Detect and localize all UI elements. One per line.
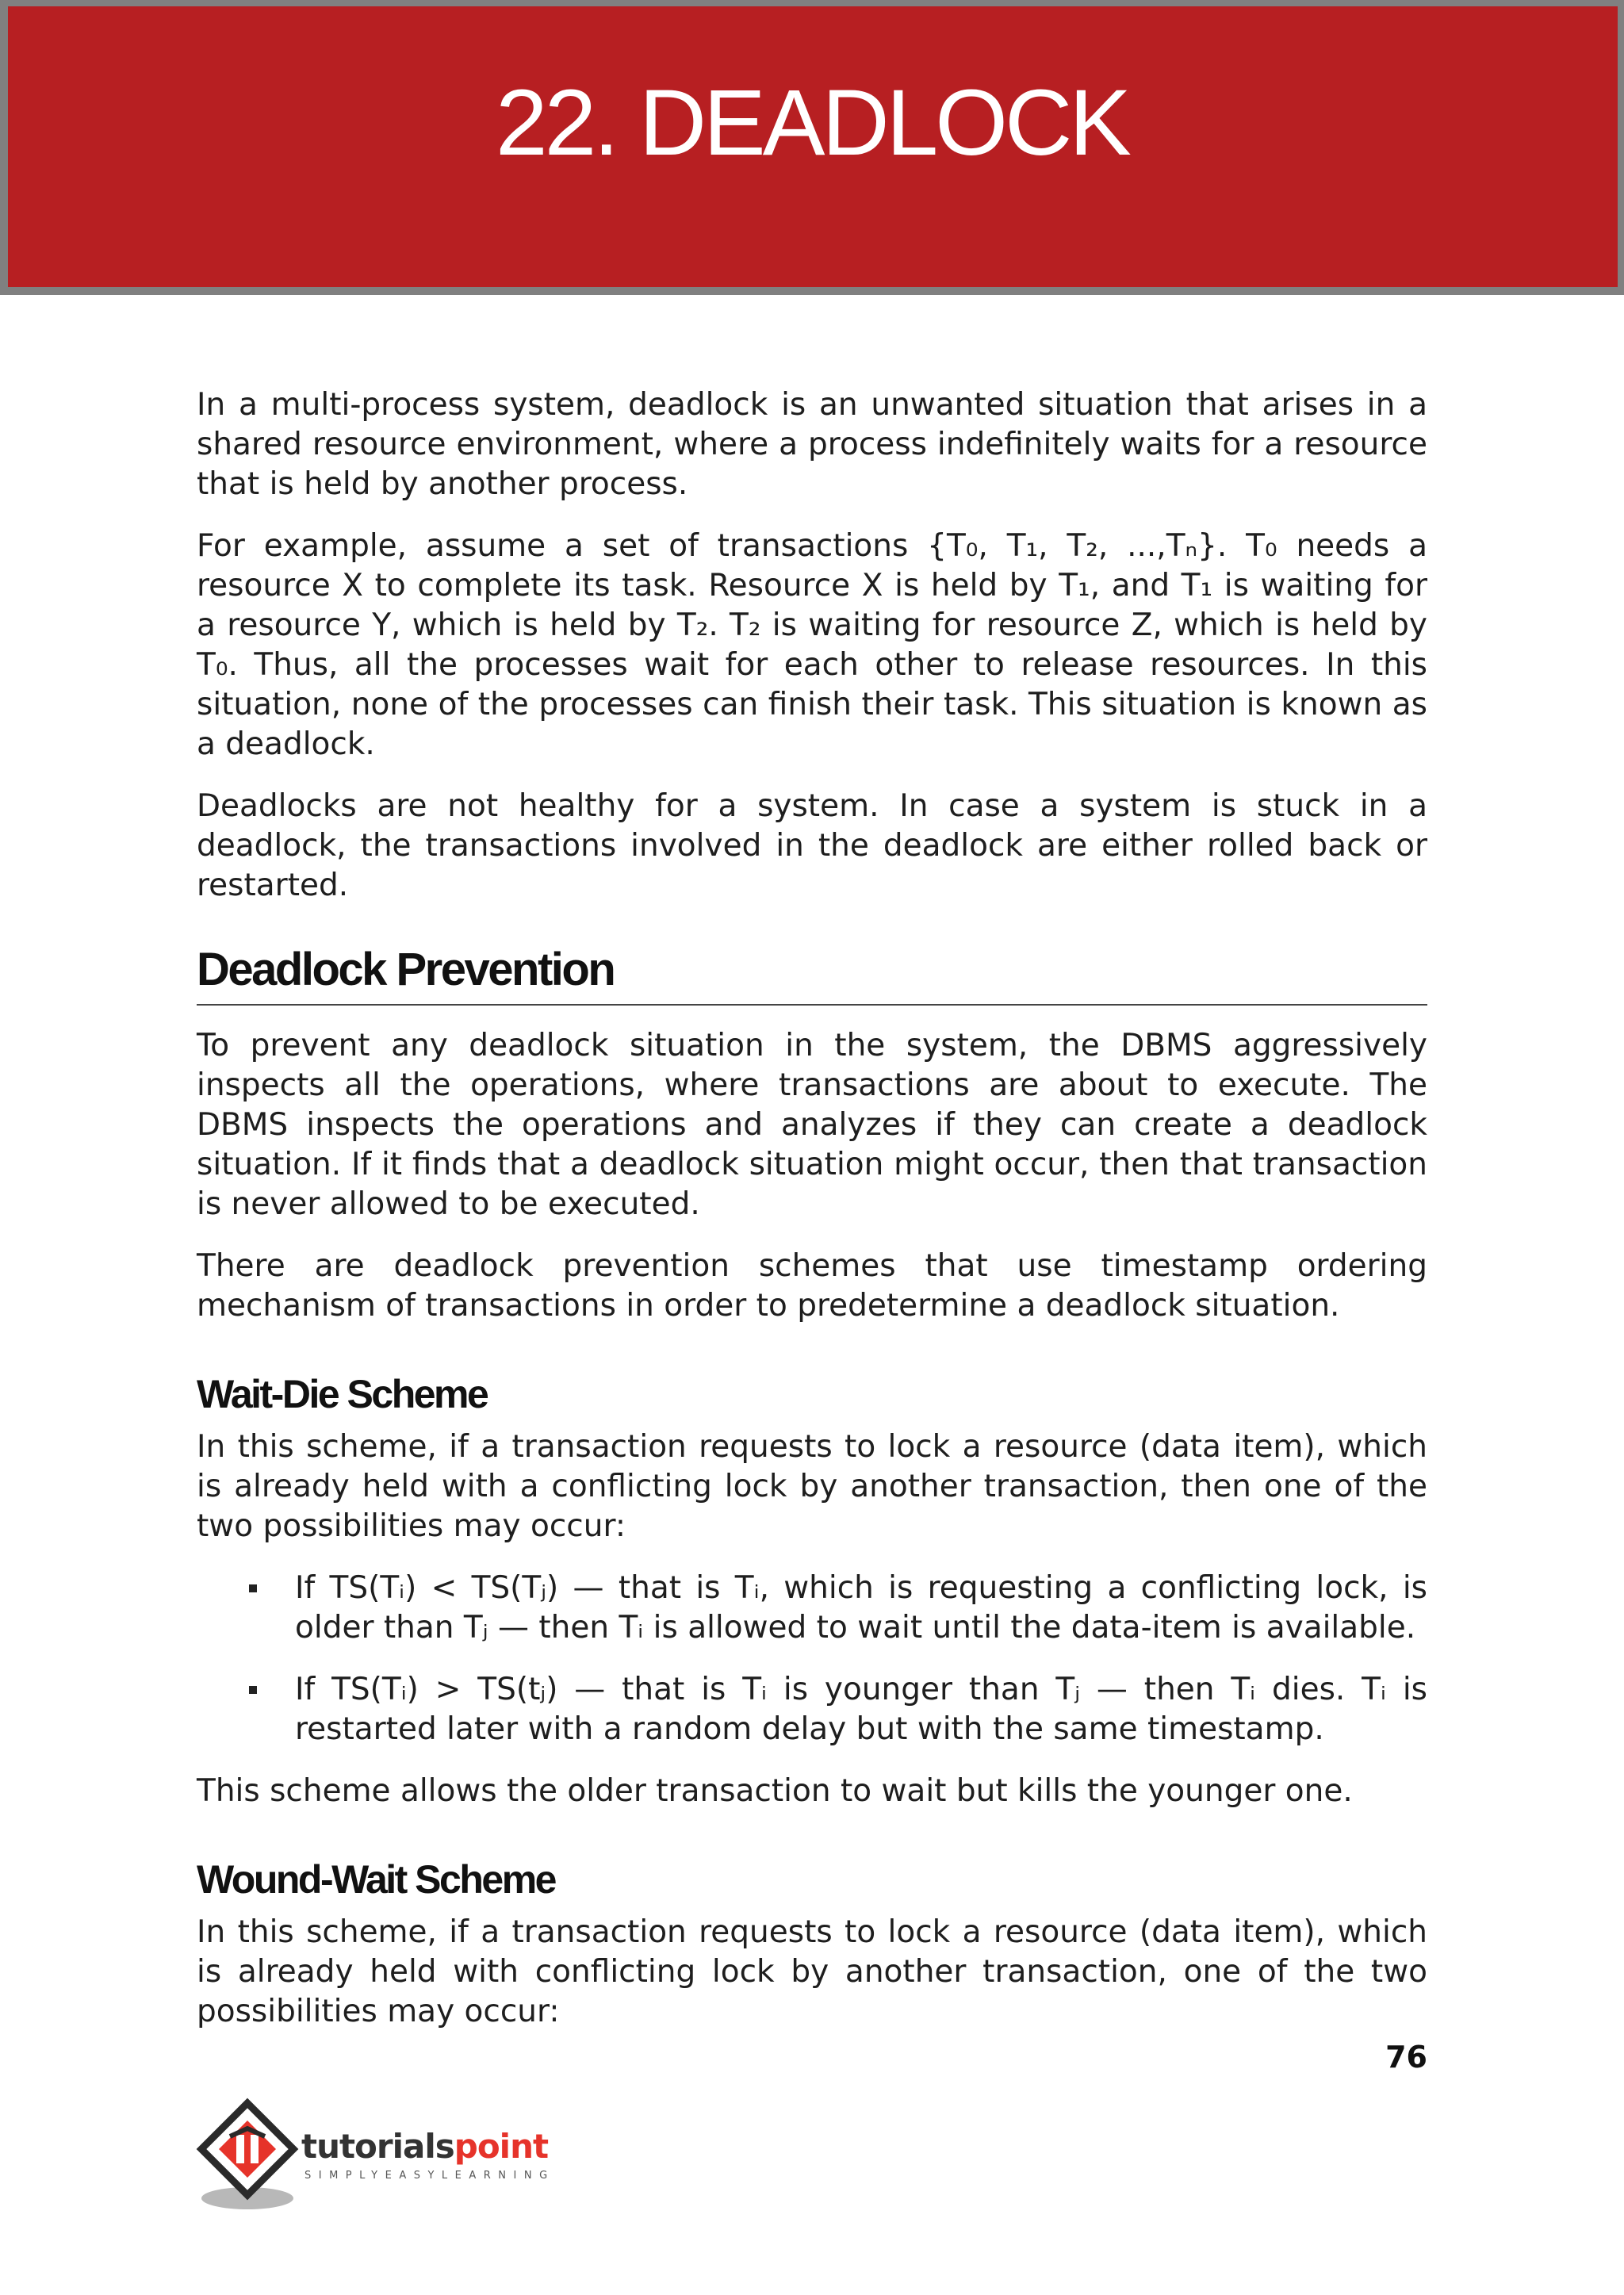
prevention-paragraph-1: To prevent any deadlock situation in the system, the DBMS aggressively inspects all the operations, where transactions are about to execute. The DBMS inspects the operations and analyzes if they can create a deadlock situation. If it finds that a deadlock situation might occur, then that transaction is never allowed to be executed.	[197, 1028, 1427, 1222]
subheading-wait-die-scheme: Wait-Die Scheme	[197, 1372, 488, 1416]
logo-wordmark: tutorialspoint	[301, 2127, 549, 2166]
prevention-paragraph-2: There are deadlock prevention schemes that use timestamp ordering mechanism of transactions in order to predetermine a deadlock situation.	[197, 1248, 1427, 1324]
tutorialspoint-logo	[195, 2097, 576, 2216]
intro-paragraph-2: For example, assume a set of transactions {T₀, T₁, T₂, ...,Tₙ}. T₀ needs a resource X to complete its task. Resource X is held by T₁, and T₁ is waiting for a resource Y, which is held by T₂. T₂ is waiting for resource Z, which is held by T₀. Thus, all the processes wait for each other to release resources. In this situation, none of the processes can finish their task. This situation is known as a deadlock.	[197, 528, 1427, 762]
list-item	[197, 1569, 1427, 1648]
intro-paragraph-3: Deadlocks are not healthy for a system. In case a system is stuck in a deadlock, the transactions involved in the deadlock are either rolled back or restarted.	[197, 788, 1427, 903]
square-bullet-icon	[249, 1686, 257, 1694]
page-content	[197, 385, 1427, 2054]
logo-tagline: SIMPLYEASYLEARNING	[304, 2170, 555, 2182]
bullet-text: If TS(Tᵢ) < TS(Tⱼ) — that is Tᵢ, which is requesting a conflicting lock, is older than Tⱼ — then Tᵢ is allowed to wait until the data-item is available.	[295, 1570, 1427, 1646]
section-heading-deadlock-prevention: Deadlock Prevention	[197, 941, 1427, 1006]
wait-die-paragraph-1: In this scheme, if a transaction requests to lock a resource (data item), which is already held with a conflicting lock by another transaction, then one of the two possibilities may occur:	[197, 1429, 1427, 1544]
subheading-wound-wait-scheme: Wound-Wait Scheme	[197, 1857, 555, 1902]
chapter-title: 22. DEADLOCK	[496, 71, 1128, 175]
wait-die-bullet-list	[197, 1569, 1427, 1749]
square-bullet-icon	[249, 1584, 257, 1592]
tutorialspoint-diamond-icon	[195, 2097, 306, 2216]
wait-die-paragraph-2: This scheme allows the older transaction to wait but kills the younger one.	[197, 1773, 1353, 1809]
bullet-text: If TS(Tᵢ) > TS(tⱼ) — that is Tᵢ is younger than Tⱼ — then Tᵢ dies. Tᵢ is restarted later with a random delay but with the same timestamp.	[295, 1672, 1427, 1747]
page-number: 76	[1385, 2040, 1427, 2075]
intro-paragraph-1: In a multi-process system, deadlock is an unwanted situation that arises in a shared resource environment, where a process indefinitely waits for a resource that is held by another process.	[197, 387, 1427, 502]
wound-wait-paragraph-1: In this scheme, if a transaction requests to lock a resource (data item), which is already held with conflicting lock by another transaction, one of the two possibilities may occur:	[197, 1914, 1427, 2029]
list-item	[197, 1670, 1427, 1749]
